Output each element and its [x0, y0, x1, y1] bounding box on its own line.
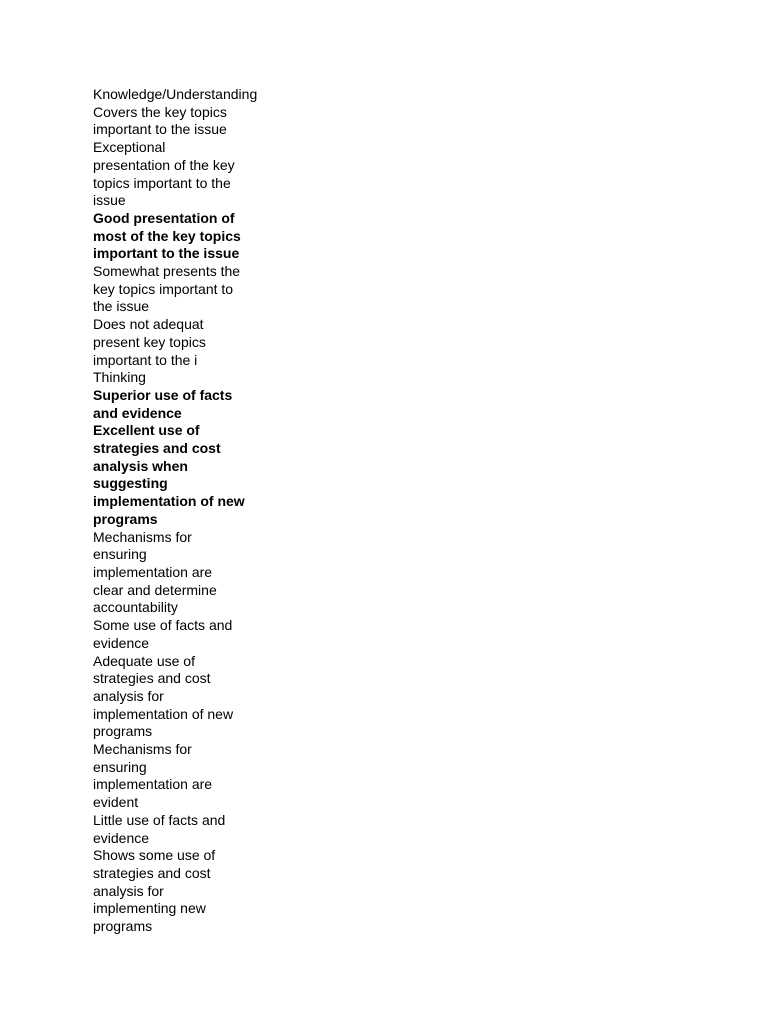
level-superior-use-of-facts: Superior use of facts and evidence — [93, 386, 233, 421]
level-mechanisms-evident: Mechanisms for ensuring implementation are evident — [93, 741, 213, 811]
level-some-use-of-strategies: Shows some use of strategies and cost analysis for implementing new programs — [93, 847, 216, 935]
rubric-text-column — [93, 86, 293, 936]
level-mechanisms-clear: Mechanisms for ensuring implementation are clear and determine accountability — [93, 528, 217, 616]
level-does-not-adequately-present: Does not adequat present key topics important to the i — [93, 316, 206, 368]
heading-knowledge-understanding: Knowledge/Understanding — [93, 86, 258, 102]
criterion-covers-key-topics: Covers the key topics important to the issue — [93, 103, 227, 138]
level-good-presentation: Good presentation of most of the key topics important to the issue — [93, 209, 241, 262]
level-excellent-use-of-strategies: Excellent use of strategies and cost analysis when suggesting implementation of new programs — [93, 422, 245, 527]
level-adequate-use-of-strategies: Adequate use of strategies and cost analysis for implementation of new programs — [93, 652, 234, 740]
level-exceptional-presentation: Exceptional presentation of the key topics important to the issue — [93, 139, 235, 209]
level-somewhat-presents: Somewhat presents the key topics important to the issue — [93, 263, 241, 315]
heading-thinking: Thinking — [93, 369, 146, 386]
level-little-use-of-facts: Little use of facts and evidence — [93, 811, 226, 846]
level-some-use-of-facts: Some use of facts and evidence — [93, 617, 233, 651]
